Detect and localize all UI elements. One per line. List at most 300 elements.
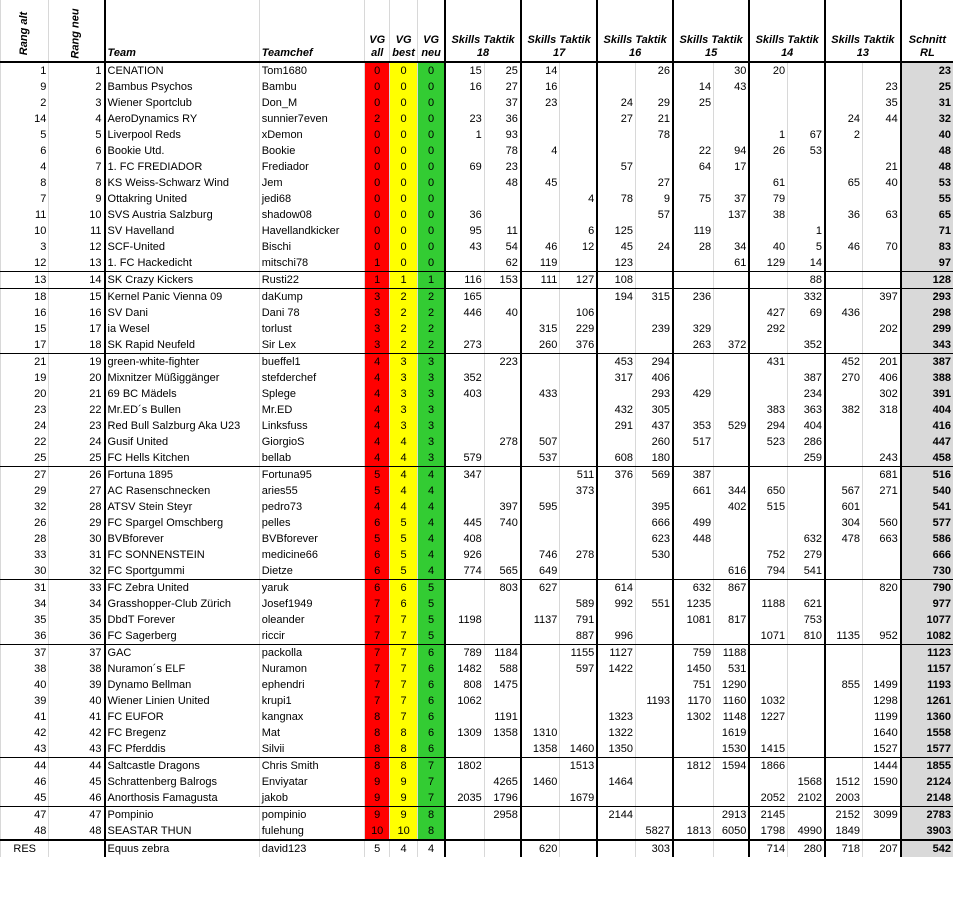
schnitt-rl-cell: 65 [901,207,953,223]
s14-taktik-cell [788,693,825,709]
s18-taktik-cell [484,628,521,645]
s15-skills-cell: 329 [673,321,714,337]
s13-taktik-cell: 1444 [862,758,900,775]
s16-taktik-cell: 293 [636,386,673,402]
s18-skills-cell [445,255,484,272]
rang-neu-cell: 24 [49,434,105,450]
s14-skills-cell: 383 [749,402,787,418]
s15-taktik-cell: 1619 [714,725,750,741]
vg-best-cell: 3 [390,370,418,386]
s15-taktik-cell: 1290 [714,677,750,693]
schnitt-rl-cell: 730 [901,563,953,580]
s17-skills-cell: 260 [521,337,560,354]
teamchef-cell: mitschi78 [259,255,365,272]
s14-skills-cell: 1415 [749,741,787,758]
s15-skills-cell: 1302 [673,709,714,725]
vg-neu-cell: 6 [418,661,446,677]
s15-taktik-cell: 137 [714,207,750,223]
s13-taktik-cell: 35 [862,95,900,111]
s17-taktik-cell [560,159,597,175]
s16-taktik-cell: 551 [636,596,673,612]
rang-alt-cell: 13 [1,272,49,289]
vg-all-cell: 0 [365,143,390,159]
s17-taktik-cell: 278 [560,547,597,563]
vg-best-cell: 2 [390,321,418,337]
s13-skills-cell [825,62,862,79]
s15-taktik-cell [714,289,750,306]
vg-all-cell: 7 [365,596,390,612]
s14-taktik-cell: 1568 [788,774,825,790]
s16-taktik-cell [636,563,673,580]
vg-neu-cell: 4 [418,547,446,563]
s18-skills-cell [445,191,484,207]
s16-taktik-cell [636,272,673,289]
vg-neu-cell: 3 [418,370,446,386]
vg-best-cell: 0 [390,143,418,159]
table-row [1,191,953,207]
s16-skills-cell: 108 [597,272,635,289]
table-row [1,450,953,467]
table-row [1,62,953,79]
s17-taktik-cell [560,143,597,159]
s15-taktik-cell [714,790,750,807]
teamchef-cell: aries55 [259,483,365,499]
vg-neu-cell: 4 [418,499,446,515]
s15-taktik-cell: 531 [714,661,750,677]
s14-taktik-cell [788,709,825,725]
s17-taktik-cell [560,402,597,418]
rang-neu-cell: 11 [49,223,105,239]
vg-neu-cell: 0 [418,223,446,239]
s16-skills-cell: 376 [597,467,635,484]
s16-taktik-cell: 623 [636,531,673,547]
vg-best-cell: 0 [390,62,418,79]
s17-skills-cell: 1310 [521,725,560,741]
s14-taktik-cell: 234 [788,386,825,402]
vg-neu-cell: 3 [418,418,446,434]
s18-taktik-cell: 588 [484,661,521,677]
team-name-cell: BVBforever [105,531,260,547]
s15-skills-cell: 263 [673,337,714,354]
rang-neu-cell: 45 [49,774,105,790]
s13-skills-cell [825,725,862,741]
s16-taktik-cell [636,223,673,239]
vg-neu-cell: 4 [418,483,446,499]
s17-skills-cell: 14 [521,62,560,79]
s15-skills-cell [673,741,714,758]
rang-alt-cell: 26 [1,515,49,531]
rang-neu-cell: 46 [49,790,105,807]
s16-taktik-cell: 57 [636,207,673,223]
s16-taktik-cell: 666 [636,515,673,531]
schnitt-rl-cell: 71 [901,223,953,239]
s16-skills-cell: 125 [597,223,635,239]
s16-taktik-cell: 395 [636,499,673,515]
s18-skills-cell [445,175,484,191]
s13-skills-cell: 1135 [825,628,862,645]
s17-taktik-cell: 4 [560,191,597,207]
vg-best-cell: 3 [390,354,418,371]
s15-skills-cell [673,807,714,824]
schnitt-rl-cell: 293 [901,289,953,306]
vg-all-cell: 4 [365,386,390,402]
s13-taktik-cell [862,223,900,239]
schnitt-rl-cell: 32 [901,111,953,127]
s17-taktik-cell: 1460 [560,741,597,758]
s14-skills-cell: 2052 [749,790,787,807]
s16-taktik-cell: 27 [636,175,673,191]
s13-skills-cell [825,321,862,337]
vg-neu-cell: 4 [418,467,446,484]
s14-taktik-cell: 259 [788,450,825,467]
s14-skills-cell: 523 [749,434,787,450]
s13-skills-cell: 718 [825,840,862,857]
s15-skills-cell [673,111,714,127]
s15-skills-cell: 661 [673,483,714,499]
s15-taktik-cell: 1160 [714,693,750,709]
s17-skills-cell [521,370,560,386]
s15-taktik-cell [714,111,750,127]
schnitt-rl-cell: 1558 [901,725,953,741]
s16-skills-cell: 123 [597,255,635,272]
s18-skills-cell [445,628,484,645]
s13-skills-cell [825,337,862,354]
s13-skills-cell: 478 [825,531,862,547]
team-name-cell: FC Hells Kitchen [105,450,260,467]
teamchef-cell: Dietze [259,563,365,580]
s14-taktik-cell: 352 [788,337,825,354]
s17-taktik-cell [560,370,597,386]
vg-all-cell: 0 [365,207,390,223]
teamchef-cell: packolla [259,645,365,662]
schnitt-rl-cell: 577 [901,515,953,531]
s17-taktik-cell: 127 [560,272,597,289]
rang-alt-cell: 12 [1,255,49,272]
s14-skills-cell [749,370,787,386]
s16-taktik-cell: 294 [636,354,673,371]
rang-alt-cell: 24 [1,418,49,434]
s15-taktik-cell [714,467,750,484]
s13-taktik-cell: 560 [862,515,900,531]
s13-taktik-cell [862,337,900,354]
s18-skills-cell [445,434,484,450]
s16-skills-cell: 453 [597,354,635,371]
rang-neu-cell: 10 [49,207,105,223]
s16-skills-cell: 1350 [597,741,635,758]
s16-skills-cell: 78 [597,191,635,207]
vg-all-cell: 0 [365,62,390,79]
team-name-cell: FC Sportgummi [105,563,260,580]
rang-alt-cell: 20 [1,386,49,402]
vg-best-cell: 0 [390,95,418,111]
s16-skills-cell [597,531,635,547]
s14-skills-cell: 26 [749,143,787,159]
s17-skills-cell [521,807,560,824]
s16-taktik-cell [636,628,673,645]
rang-alt-cell: 6 [1,143,49,159]
s14-taktik-cell [788,515,825,531]
s17-skills-cell: 111 [521,272,560,289]
vg-neu-cell: 1 [418,272,446,289]
s16-skills-cell: 24 [597,95,635,111]
s16-skills-cell: 45 [597,239,635,255]
vg-neu-cell: 3 [418,386,446,402]
s13-skills-cell [825,645,862,662]
vg-best-cell: 5 [390,547,418,563]
rang-alt-cell: 47 [1,807,49,824]
s13-skills-cell: 36 [825,207,862,223]
rang-alt-cell: 7 [1,191,49,207]
s14-taktik-cell: 632 [788,531,825,547]
s17-taktik-cell: 1679 [560,790,597,807]
s18-taktik-cell: 78 [484,143,521,159]
vg-neu-cell: 0 [418,159,446,175]
s18-taktik-cell [484,467,521,484]
s18-taktik-cell: 1796 [484,790,521,807]
s18-taktik-cell: 223 [484,354,521,371]
s13-taktik-cell [862,661,900,677]
s16-taktik-cell: 406 [636,370,673,386]
s14-taktik-cell: 810 [788,628,825,645]
s15-skills-cell: 1170 [673,693,714,709]
col-rang-alt: Rang alt [1,0,49,62]
s15-skills-cell [673,370,714,386]
s14-skills-cell [749,223,787,239]
vg-best-cell: 0 [390,239,418,255]
s13-skills-cell [825,143,862,159]
table-row [1,499,953,515]
s18-skills-cell: 43 [445,239,484,255]
s13-skills-cell: 24 [825,111,862,127]
vg-neu-cell: 6 [418,709,446,725]
s14-taktik-cell: 69 [788,305,825,321]
s14-skills-cell [749,111,787,127]
s17-skills-cell [521,758,560,775]
s17-taktik-cell [560,386,597,402]
s15-skills-cell [673,402,714,418]
s14-taktik-cell: 53 [788,143,825,159]
s18-skills-cell [445,807,484,824]
teamchef-cell: Mr.ED [259,402,365,418]
s13-skills-cell: 304 [825,515,862,531]
table-row [1,255,953,272]
s18-taktik-cell [484,386,521,402]
rang-neu-cell: 1 [49,62,105,79]
s15-skills-cell [673,628,714,645]
s16-skills-cell [597,321,635,337]
s13-taktik-cell: 1499 [862,677,900,693]
vg-neu-cell: 0 [418,255,446,272]
s17-skills-cell: 433 [521,386,560,402]
s14-skills-cell: 752 [749,547,787,563]
s14-skills-cell: 1071 [749,628,787,645]
team-name-cell: Grasshopper-Club Zürich [105,596,260,612]
col-season-18: Skills Taktik 18 [445,0,521,62]
s18-skills-cell [445,741,484,758]
s15-skills-cell [673,563,714,580]
s18-skills-cell [445,774,484,790]
teamchef-cell: Josef1949 [259,596,365,612]
rang-neu-cell: 13 [49,255,105,272]
s17-taktik-cell: 229 [560,321,597,337]
team-name-cell: KS Weiss-Schwarz Wind [105,175,260,191]
s14-skills-cell: 1188 [749,596,787,612]
s15-taktik-cell [714,95,750,111]
teamchef-cell: medicine66 [259,547,365,563]
s16-skills-cell: 614 [597,580,635,597]
teamchef-cell: Splege [259,386,365,402]
s15-skills-cell: 1813 [673,823,714,840]
s18-taktik-cell: 1358 [484,725,521,741]
s16-skills-cell: 57 [597,159,635,175]
s18-skills-cell [445,823,484,840]
s15-taktik-cell [714,223,750,239]
table-row [1,95,953,111]
s14-skills-cell: 129 [749,255,787,272]
table-row [1,239,953,255]
s15-skills-cell: 64 [673,159,714,175]
s17-skills-cell: 16 [521,79,560,95]
col-season-13: Skills Taktik 13 [825,0,901,62]
s14-taktik-cell [788,111,825,127]
s17-skills-cell: 4 [521,143,560,159]
vg-all-cell: 8 [365,709,390,725]
s16-taktik-cell: 437 [636,418,673,434]
schnitt-rl-cell: 542 [901,840,953,857]
s18-skills-cell: 352 [445,370,484,386]
s18-taktik-cell: 1475 [484,677,521,693]
s13-skills-cell [825,289,862,306]
table-row [1,418,953,434]
vg-best-cell: 3 [390,418,418,434]
schnitt-rl-cell: 388 [901,370,953,386]
col-season-16: Skills Taktik 16 [597,0,673,62]
s18-taktik-cell: 1184 [484,645,521,662]
s14-skills-cell [749,515,787,531]
s15-taktik-cell: 6050 [714,823,750,840]
s15-taktik-cell [714,305,750,321]
s15-taktik-cell: 61 [714,255,750,272]
s13-taktik-cell: 70 [862,239,900,255]
rang-alt-cell: 45 [1,790,49,807]
vg-all-cell: 5 [365,483,390,499]
table-row [1,661,953,677]
s14-skills-cell [749,612,787,628]
s15-taktik-cell [714,386,750,402]
schnitt-rl-cell: 387 [901,354,953,371]
rang-neu-cell [49,840,105,857]
rang-alt-cell: 11 [1,207,49,223]
s18-taktik-cell: 1191 [484,709,521,725]
s16-skills-cell: 194 [597,289,635,306]
s15-skills-cell: 632 [673,580,714,597]
vg-best-cell: 8 [390,741,418,758]
col-schnitt-rl: Schnitt RL [901,0,953,62]
rang-alt-cell: 40 [1,677,49,693]
s14-skills-cell [749,79,787,95]
s14-taktik-cell: 5 [788,239,825,255]
s14-skills-cell [749,774,787,790]
s13-skills-cell [825,418,862,434]
s15-skills-cell [673,175,714,191]
s14-skills-cell: 2145 [749,807,787,824]
s17-taktik-cell [560,434,597,450]
rang-neu-cell: 22 [49,402,105,418]
s13-skills-cell: 65 [825,175,862,191]
s16-skills-cell [597,483,635,499]
s14-skills-cell: 1227 [749,709,787,725]
vg-all-cell: 5 [365,467,390,484]
vg-neu-cell: 4 [418,531,446,547]
vg-all-cell: 7 [365,645,390,662]
teamchef-cell: Rusti22 [259,272,365,289]
rang-neu-cell: 2 [49,79,105,95]
s16-skills-cell [597,563,635,580]
s13-taktik-cell [862,499,900,515]
vg-all-cell: 3 [365,321,390,337]
vg-neu-cell: 5 [418,628,446,645]
team-name-cell: 1. FC FREDIADOR [105,159,260,175]
s16-skills-cell [597,79,635,95]
s17-taktik-cell: 1513 [560,758,597,775]
s15-taktik-cell: 867 [714,580,750,597]
schnitt-rl-cell: 391 [901,386,953,402]
schnitt-rl-cell: 516 [901,467,953,484]
s15-taktik-cell: 372 [714,337,750,354]
s15-taktik-cell [714,450,750,467]
rang-alt-cell: 9 [1,79,49,95]
s17-taktik-cell: 6 [560,223,597,239]
header-row [1,0,953,62]
s13-taktik-cell: 663 [862,531,900,547]
vg-neu-cell: 5 [418,596,446,612]
s15-skills-cell: 751 [673,677,714,693]
s16-taktik-cell [636,677,673,693]
table-row [1,370,953,386]
schnitt-rl-cell: 128 [901,272,953,289]
table-row [1,563,953,580]
table-row [1,596,953,612]
s16-taktik-cell: 305 [636,402,673,418]
team-name-cell: 69 BC Mädels [105,386,260,402]
s17-skills-cell: 23 [521,95,560,111]
rang-alt-cell: 10 [1,223,49,239]
s18-skills-cell [445,840,484,857]
s15-taktik-cell: 43 [714,79,750,95]
schnitt-rl-cell: 83 [901,239,953,255]
vg-neu-cell: 6 [418,645,446,662]
vg-best-cell: 0 [390,111,418,127]
s18-taktik-cell: 25 [484,62,521,79]
s14-taktik-cell [788,499,825,515]
s18-taktik-cell [484,289,521,306]
vg-best-cell: 3 [390,402,418,418]
vg-all-cell: 2 [365,111,390,127]
s18-taktik-cell [484,321,521,337]
s15-taktik-cell [714,321,750,337]
s13-skills-cell: 601 [825,499,862,515]
s14-skills-cell: 294 [749,418,787,434]
s18-taktik-cell: 62 [484,255,521,272]
rang-alt-cell: 36 [1,628,49,645]
vg-all-cell: 8 [365,741,390,758]
rang-neu-cell: 25 [49,450,105,467]
s16-skills-cell: 27 [597,111,635,127]
s17-taktik-cell [560,840,597,857]
s14-skills-cell: 650 [749,483,787,499]
s17-skills-cell [521,531,560,547]
vg-all-cell: 0 [365,175,390,191]
